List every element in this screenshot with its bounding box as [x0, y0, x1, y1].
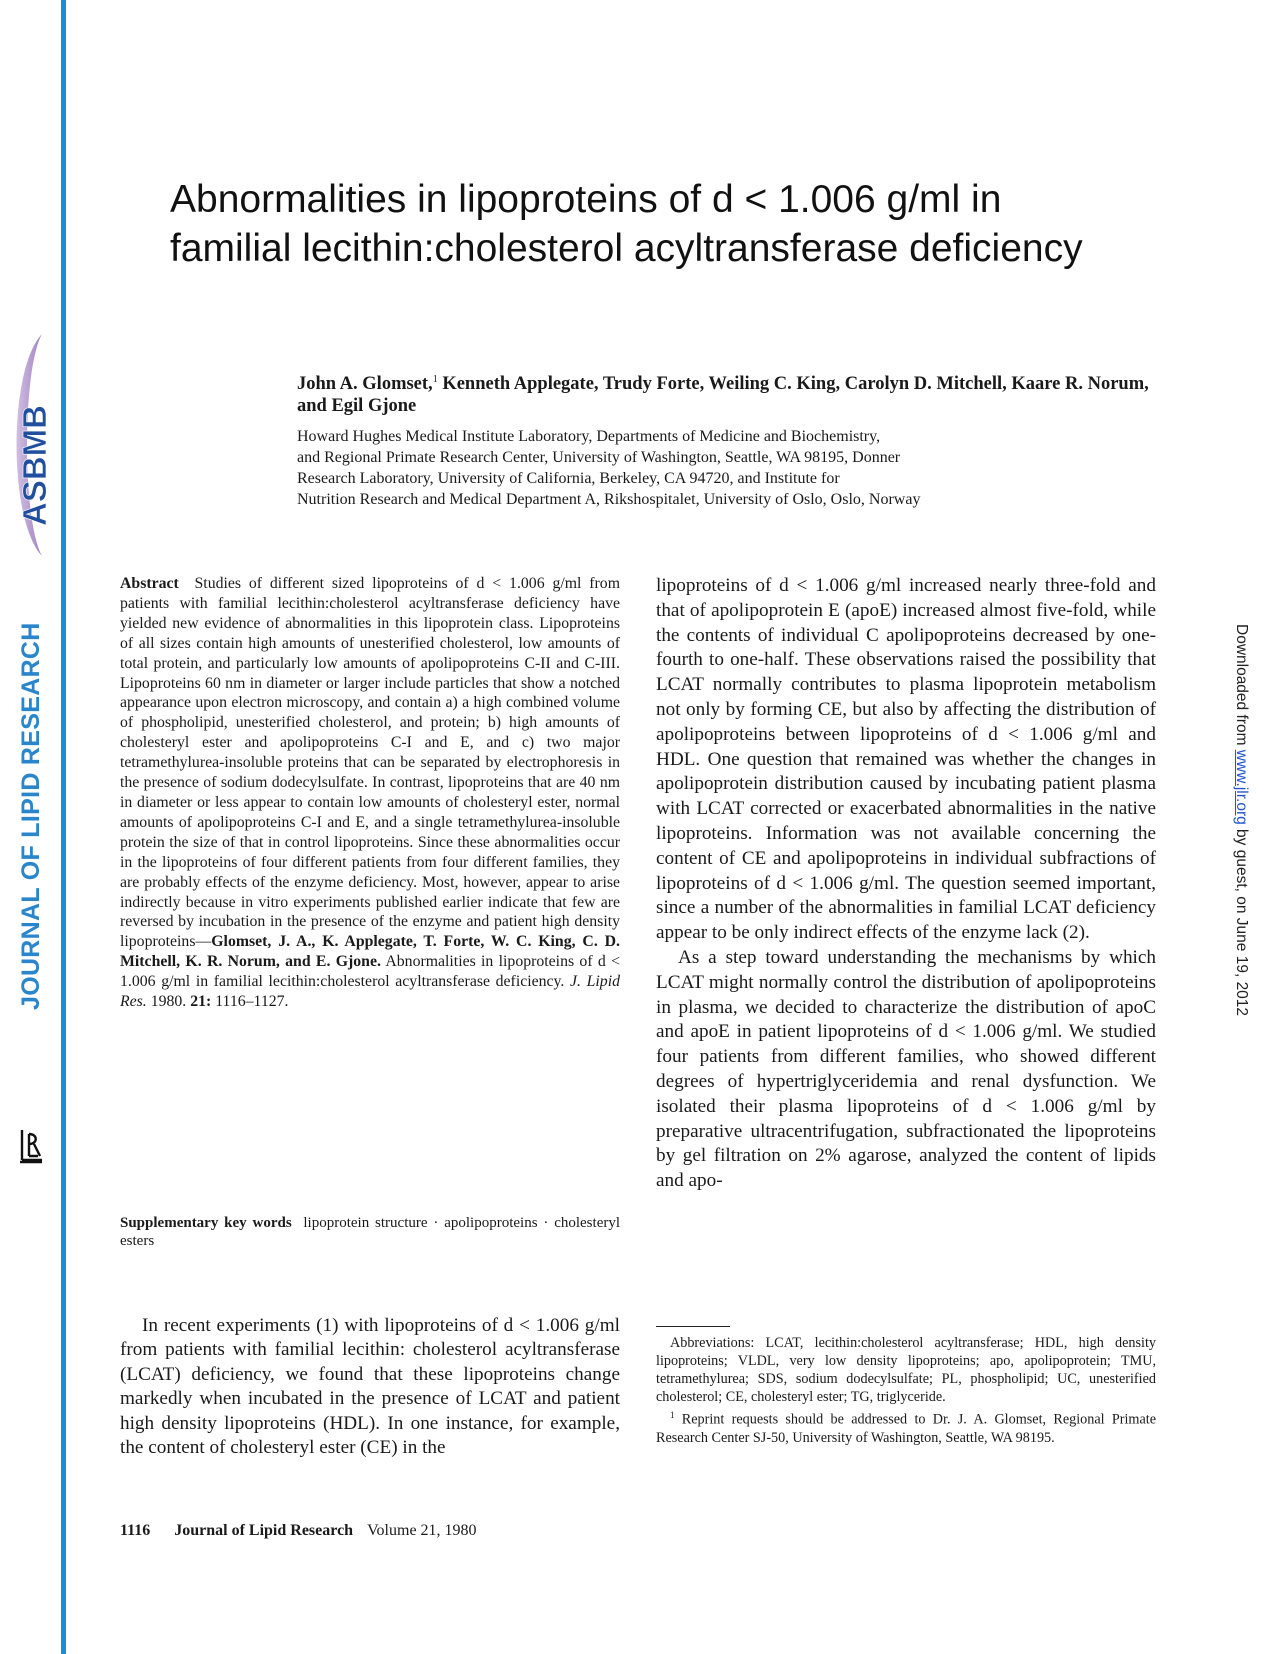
footnote-rule	[656, 1326, 730, 1327]
affiliation-line: and Regional Primate Research Center, University of Washington, Seattle, WA 98195, Donner	[297, 449, 901, 466]
page-footer	[120, 1522, 477, 1540]
affiliation-line: Research Laboratory, University of California, Berkeley, CA 94720, and Institute for	[297, 470, 840, 487]
footer-journal: Journal of Lipid Research	[174, 1522, 354, 1539]
abstract	[120, 574, 620, 1012]
article-title: Abnormalities in lipoproteins of d < 1.006 g/ml in familial lecithin:cholesterol acyltransferase deficiency	[170, 178, 1083, 270]
abstract-column	[120, 574, 620, 1012]
citation-year: 1980.	[146, 993, 191, 1011]
jlr-link[interactable]: www.jlr.org	[1233, 749, 1250, 825]
journal-name-vertical: JOURNAL OF LIPID RESEARCH	[17, 622, 45, 1010]
citation-authors: Glomset, J. A., K. Applegate, T. Forte, W. C. King, C. D. Mitchell, K. R. Norum, and E. Gjone.	[120, 933, 620, 971]
jlr-monogram-icon	[16, 1126, 46, 1166]
footnotes	[656, 1334, 1156, 1447]
citation-volume: 21:	[190, 993, 212, 1011]
download-notice	[1232, 624, 1250, 1016]
citation-title: Abnormalities in lipoproteins of d < 1.006 g/ml in familial lecithin:cholesterol acyltransferase deficiency.	[120, 953, 621, 991]
reprint-footnote-text: Reprint requests should be addressed to Dr. J. A. Glomset, Regional Primate Research Center SJ-50, University of Washington, Seattle, WA 98195.	[656, 1411, 1156, 1446]
citation-journal: J. Lipid Res.	[120, 973, 620, 1011]
author-footnote-mark: 1	[432, 374, 438, 385]
key-words-text: lipoprotein structure · apolipoproteins · cholesteryl esters	[120, 1215, 621, 1249]
intro-paragraph: In recent experiments (1) with lipoproteins of d < 1.006 g/ml from patients with familial lecithin: cholesterol acyltransferase (LCAT) deficiency, we found that these lipoproteins change markedly when incubated in the presence of LCAT and patient high density lipoproteins (HDL). In one instance, for example, the content of cholesteryl ester (CE) in the	[120, 1315, 620, 1459]
author-list	[297, 369, 1157, 417]
download-prefix: Downloaded from	[1233, 624, 1250, 750]
page-number: 1116	[120, 1522, 151, 1539]
asbmb-logo-text: ASBMB	[16, 405, 53, 526]
key-words	[120, 1214, 620, 1250]
abstract-body: Studies of different sized lipoproteins of d < 1.006 g/ml from patients with familial lecithin:cholesterol acyltransferase deficiency have yielded new evidence of abnormalities in this lipoprotein class. Lipoproteins of all sizes contain high amounts of unesterified cholesterol, low amounts of total protein, and particularly low amounts of apolipoproteins C-II and C-III. Lipoproteins 60 nm in diameter or larger include particles that show a notched appearance upon electron microscopy, and contain a) a high combined volume of phospholipid, unesterified cholesterol, and protein; b) high amounts of cholesteryl ester and apolipoproteins C-I and E, and c) two major tetramethylurea-insoluble proteins that can be separated by electrophoresis in the presence of sodium dodecylsulfate. In contrast, lipoproteins that are 40 nm in diameter or less appear to contain low amounts of cholesteryl ester, normal amounts of apolipoproteins C-I and E, and a single tetramethylurea-insoluble protein the size of that in control lipoproteins. Since these abnormalities occur in the lipoproteins of four different patients from four different families, they are probably effects of the enzyme deficiency. Most, however, appear to arise indirectly because in vitro experiments published earlier indicate that few are reversed by incubation in the presence of the enzyme and patient high density lipoproteins—	[120, 575, 620, 951]
footer-volume: Volume 21, 1980	[367, 1522, 477, 1539]
citation-pages: 1116–1127.	[211, 993, 289, 1011]
first-author: John A. Glomset,	[297, 374, 433, 395]
reprint-footnote-mark: 1	[670, 1410, 675, 1420]
other-authors: Kenneth Applegate, Trudy Forte, Weiling C. King, Carolyn D. Mitchell, Kaare R. Norum, and Egil Gjone	[297, 374, 1149, 417]
key-words-label: Supplementary key words	[120, 1215, 292, 1231]
asbmb-logo	[2, 330, 62, 560]
right-column	[656, 574, 1156, 1194]
reprint-footnote	[656, 1406, 1156, 1447]
abbreviations-footnote: Abbreviations: LCAT, lecithin:cholesterol acyltransferase; HDL, high density lipoproteins; VLDL, very low density lipoproteins; apo, apolipoprotein; TMU, tetramethylurea; SDS, sodium dodecylsulfate; PL, phospholipid; UC, unesterified cholesterol; CE, cholesteryl ester; TG, triglyceride.	[656, 1335, 1156, 1405]
body-paragraph: As a step toward understanding the mechanisms by which LCAT might normally control the distribution of apolipoproteins in plasma, we decided to characterize the distribution of apoC and apoE in patient lipoproteins of d < 1.006 g/ml. We studied four patients from different families, who showed different degrees of hypertriglyceridemia and renal dysfunction. We isolated their plasma lipoproteins of d < 1.006 g/ml by preparative ultracentrifugation, subfractionated the lipoproteins by gel filtration on 2% agarose, analyzed the content of lipids and apo-	[656, 946, 1156, 1192]
body-paragraph: lipoproteins of d < 1.006 g/ml increased nearly three-fold and that of apolipoprotein E (apoE) increased almost five-fold, while the contents of individual C apolipoproteins decreased by one-fourth to one-half. These observations raised the possibility that LCAT normally contributes to plasma lipoprotein metabolism not only by forming CE, but also by affecting the distribution of apolipoproteins between lipoproteins of d < 1.006 g/ml and HDL. One question that remained was whether the changes in apolipoprotein distribution caused by incubating patient plasma with LCAT corrected or exacerbated abnormalities in the native lipoproteins. Information was not available concerning the content of CE and apolipoproteins in individual subfractions of lipoproteins of d < 1.006 g/ml. The question seemed important, since a number of the abnormalities in familial LCAT deficiency appear to be only indirect effects of the enzyme lack (2).	[656, 575, 1156, 944]
download-suffix: by guest, on June 19, 2012	[1233, 824, 1250, 1017]
affiliations	[297, 426, 1157, 510]
left-accent-bar	[61, 0, 66, 1654]
affiliation-line: Nutrition Research and Medical Department A, Rikshospitalet, University of Oslo, Oslo, Norway	[297, 491, 921, 508]
abstract-label: Abstract	[120, 575, 179, 592]
affiliation-line: Howard Hughes Medical Institute Laboratory, Departments of Medicine and Biochemistry,	[297, 428, 881, 445]
